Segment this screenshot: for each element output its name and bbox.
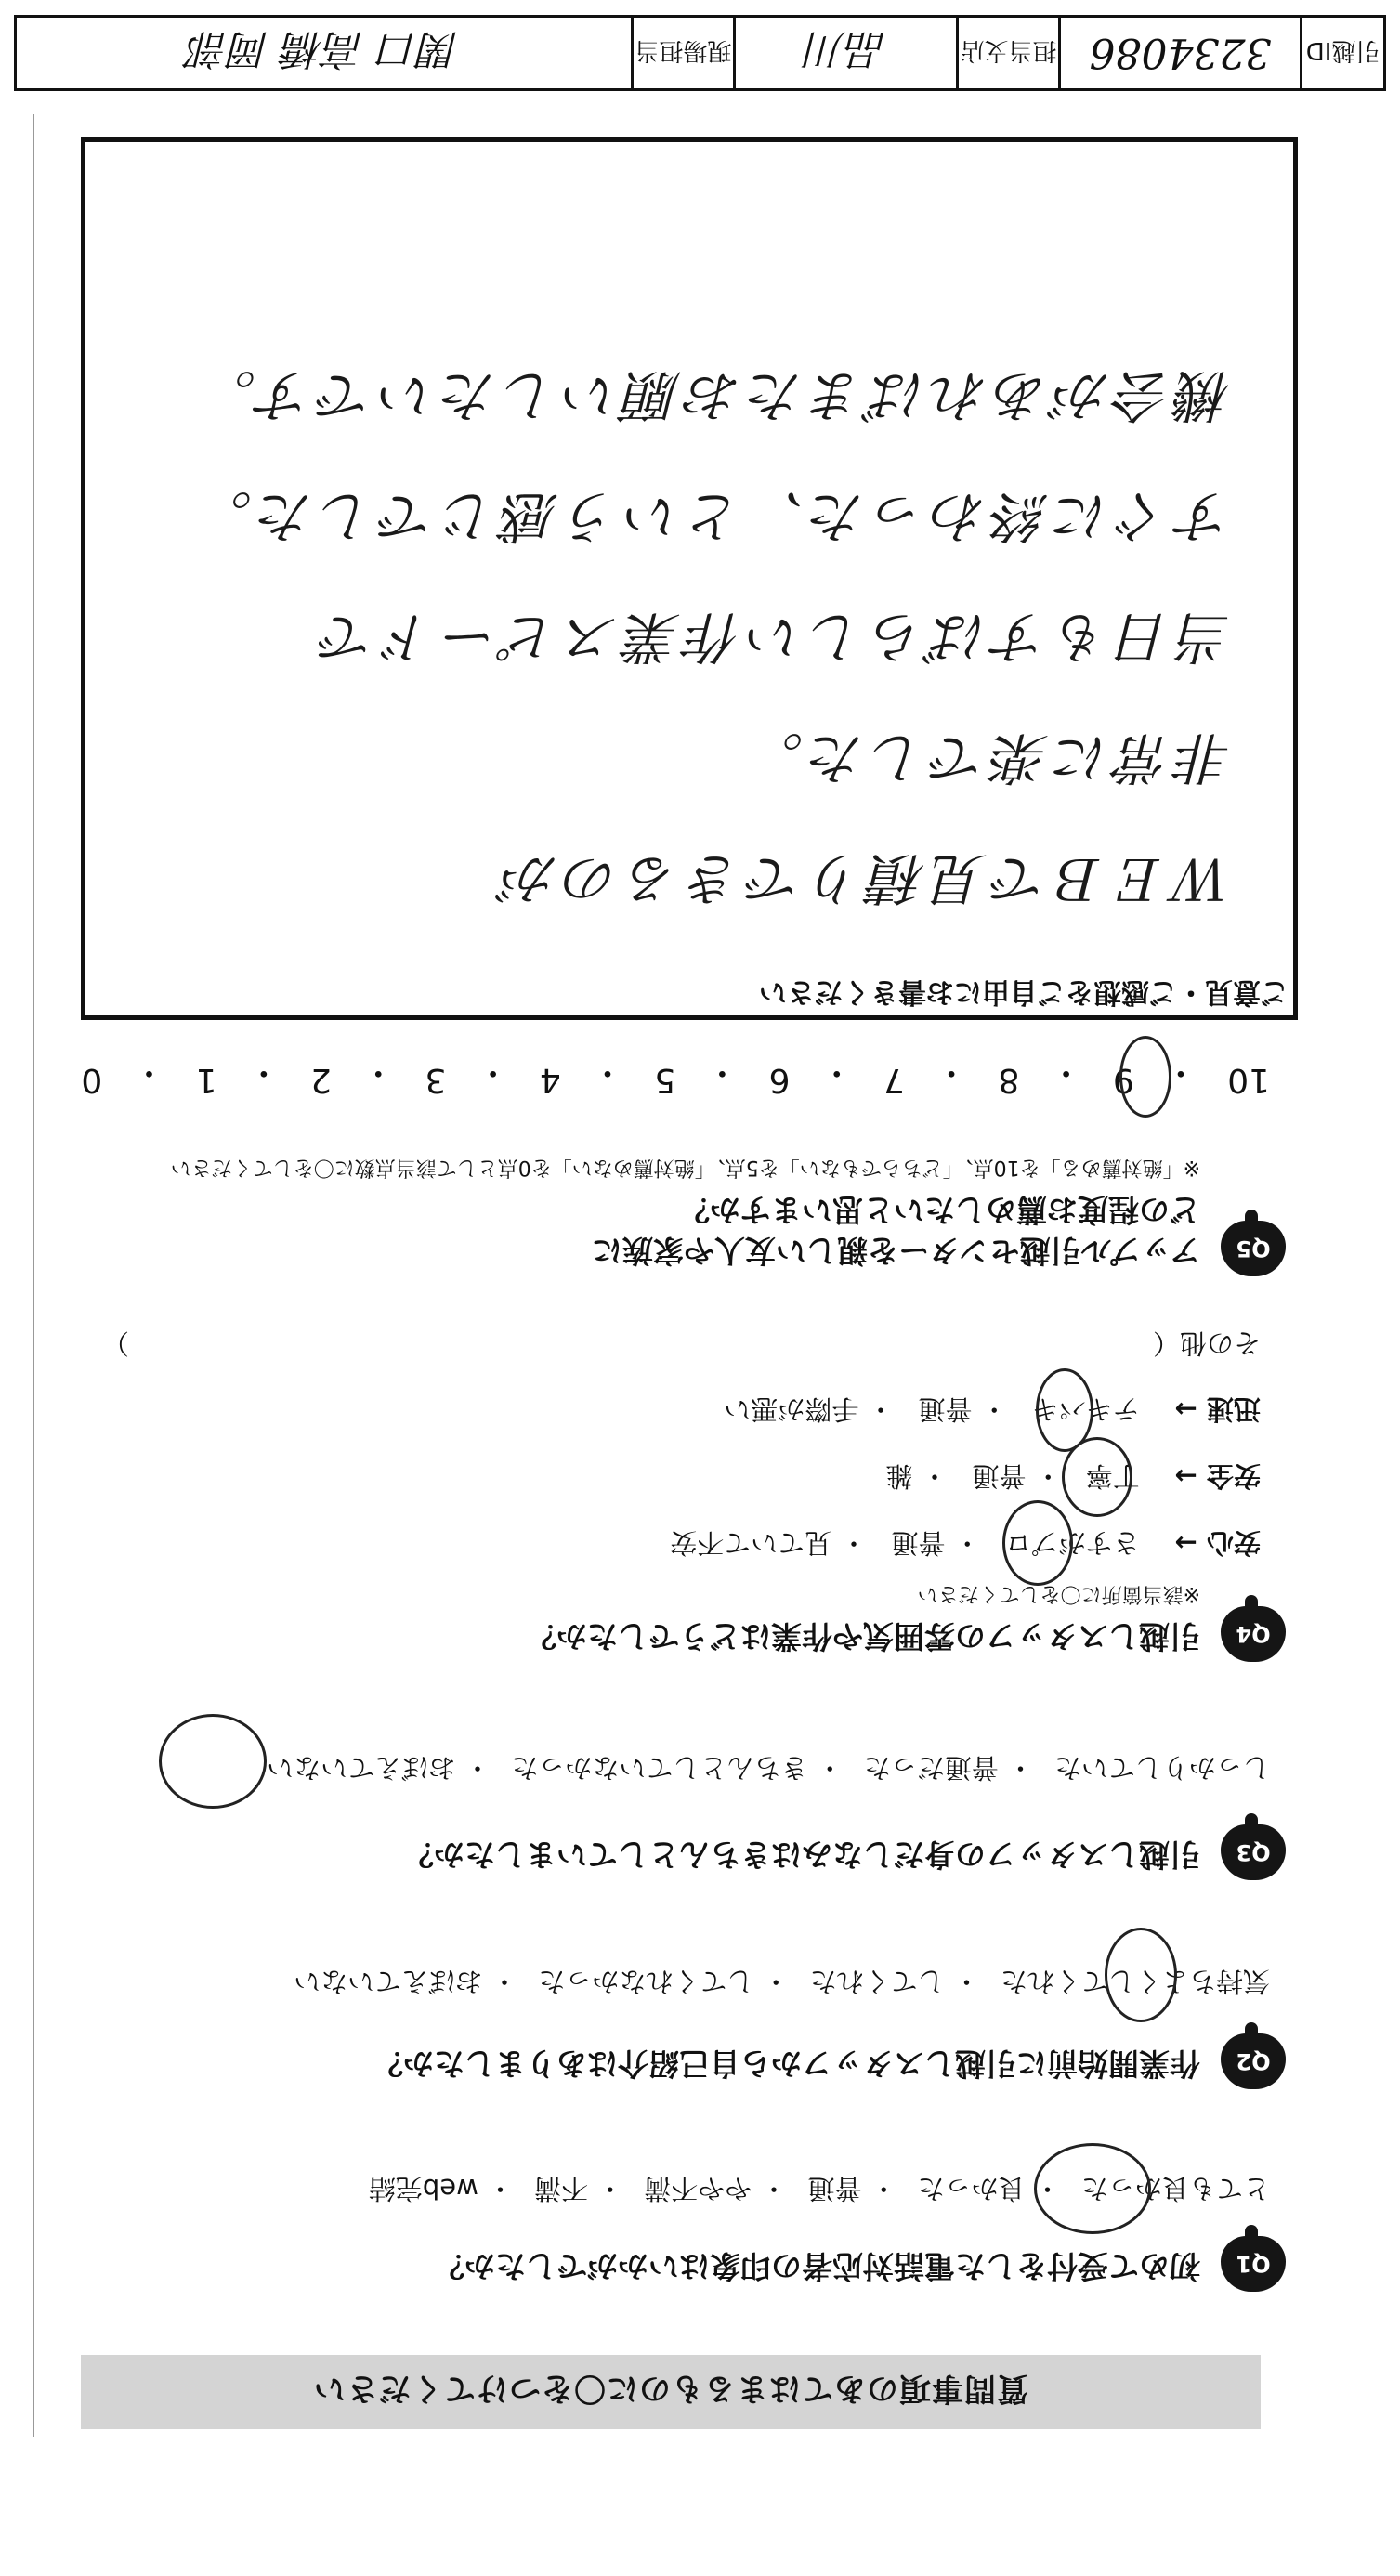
q1-option[interactable]: とても良かった (1080, 2173, 1270, 2204)
q2-badge: Q2 (1221, 2033, 1286, 2089)
q5-badge: Q5 (1221, 1221, 1286, 1276)
q4-row-label: 安全 → (1174, 1460, 1261, 1492)
q2-option[interactable]: してくれなかった (538, 1966, 754, 1997)
q1-selected-circle (1034, 2143, 1151, 2234)
q4-row-anshin: 安心 → さすがプロ・ 普通・ 見ていて不安 (646, 1525, 1261, 1563)
q1-option[interactable]: 普通 (807, 2173, 862, 2204)
q3-option[interactable]: 普通だった (863, 1752, 999, 1784)
comment-line: 当日もすばらしい作業スピードで (315, 604, 1233, 669)
q1-text: 初めて受付をした電話対応者の印象はいかがでしたか？ (434, 2248, 1200, 2284)
q4-row-label: 安心 → (1174, 1527, 1261, 1559)
q1-option[interactable]: やや不満 (644, 2173, 752, 2204)
q5-scale-option[interactable]: 3 (425, 1061, 447, 1099)
q4-option[interactable]: さすがプロ (1004, 1527, 1140, 1559)
q4-note: ※該当箇所に〇をしてください (917, 1582, 1200, 1605)
q5-scale: 10 ・ 9 ・ 8 ・ 7 ・ 6 ・ 5 ・ 4 ・ 3 ・ 2 ・ 1 ・ 0 (81, 1053, 1270, 1099)
q1-option[interactable]: 良かった (917, 2173, 1026, 2204)
header-banner: 質問事項のあてはまるものに〇をつけてください (81, 2355, 1261, 2429)
question-4 (58, 1581, 1271, 1656)
comment-line: 機会があればまたお願いしたいです。 (194, 362, 1233, 427)
q5-scale-option[interactable]: 6 (768, 1061, 791, 1099)
q3-badge: Q3 (1221, 1824, 1286, 1880)
q5-scale-option[interactable]: 5 (654, 1061, 676, 1099)
q2-option[interactable]: おぼえていない (294, 1966, 483, 1997)
q2-option[interactable]: 気持ちよくしてくれた (1000, 1966, 1270, 1997)
q2-option[interactable]: してくれた (809, 1966, 945, 1997)
q3-selected-circle (159, 1714, 267, 1809)
q5-text: アップル引越センターを親しい友人や家族に どの程度お薦めしたいと思いますか？ (591, 1192, 1200, 1269)
q4-row-anzen: 安全 → 丁寧・ 普通・ 雑 (861, 1458, 1261, 1497)
footer-id-value: 3234086 (1058, 18, 1300, 88)
q1-option[interactable]: 不満 (534, 2173, 589, 2204)
q3-options: しっかりしていた・ 普通だった・ きちんとしていなかった・ おぼえていない (34, 1750, 1270, 1788)
question-1 (58, 2245, 1271, 2286)
comment-line: すぐに終わった、という感じでした。 (190, 483, 1233, 548)
q4-other: その他（ ） (101, 1327, 1261, 1359)
q3-option[interactable]: きちんとしていなかった (511, 1752, 808, 1784)
footer-branch-label: 担当支店 (956, 18, 1058, 88)
q5-scale-option[interactable]: 9 (1112, 1061, 1134, 1099)
footer-info-table (14, 15, 1386, 91)
comment-line: 非常に楽でした。 (742, 725, 1233, 790)
q5-selected-circle (1119, 1036, 1171, 1118)
q4-anshin-circle (1002, 1500, 1073, 1586)
q2-options: 気持ちよくしてくれた・ してくれた・ してくれなかった・ おぼえていない (34, 1964, 1270, 2002)
q4-option[interactable]: 普通 (918, 1393, 973, 1425)
q1-option[interactable]: web完結 (368, 2173, 478, 2204)
question-3 (58, 1834, 1271, 1875)
page-edge-line (33, 114, 34, 2437)
q5-scale-option[interactable]: 4 (539, 1061, 561, 1099)
q4-option[interactable]: テキパキ (1031, 1393, 1140, 1425)
footer-branch-value: 品川 (733, 18, 956, 88)
q4-option[interactable]: 手際が悪い (724, 1393, 859, 1425)
q4-option[interactable]: 雑 (885, 1460, 913, 1492)
footer-staff-value: 関口 高橋 岡部 (188, 25, 460, 72)
q5-scale-option[interactable]: 8 (998, 1061, 1020, 1099)
comment-line: ＷＥＢで見積りできるのが (497, 845, 1233, 910)
q4-row-jinsoku: 迅速 → テキパキ・ 普通・ 手際が悪い (700, 1392, 1261, 1430)
q4-text: 引越しスタッフの雰囲気や作業はどうでしたか？ (526, 1618, 1200, 1654)
q5-scale-option[interactable]: 1 (195, 1061, 217, 1099)
q5-scale-option[interactable]: 2 (310, 1061, 332, 1099)
q3-option[interactable]: おぼえていない (267, 1752, 456, 1784)
q2-text: 作業開始前に引越しスタッフから自己紹介はありましたか？ (373, 2046, 1200, 2082)
q4-option[interactable]: 普通 (891, 1527, 946, 1559)
q3-option[interactable]: しっかりしていた (1053, 1752, 1270, 1784)
q1-options: とても良かった・ 良かった・ 普通・ やや不満・ 不満・ web完結 (34, 2171, 1270, 2209)
q4-badge: Q4 (1221, 1606, 1286, 1662)
comment-box-title: ご意見・ご感想をご自由にお書きください (759, 975, 1289, 1008)
q4-option[interactable]: 普通 (972, 1460, 1027, 1492)
q2-selected-circle (1105, 1928, 1177, 2022)
question-2 (58, 2043, 1271, 2084)
footer-staff-label: 現場担当 (631, 18, 733, 88)
q4-option[interactable]: 見ていて不安 (670, 1527, 832, 1559)
q5-scale-option[interactable]: 7 (883, 1061, 905, 1099)
q4-option[interactable]: 丁寧 (1085, 1460, 1140, 1492)
question-5 (58, 1155, 1271, 1271)
q5-scale-option[interactable]: 0 (81, 1061, 103, 1099)
q1-badge: Q1 (1221, 2236, 1286, 2292)
q5-note: ※「絶対薦める」を10点、「どちらでもない」を5点、「絶対薦めない」を0点として該当点数に〇をしてください (170, 1156, 1200, 1179)
q3-text: 引越しスタッフの身だしなみはきちんとしていましたか？ (403, 1837, 1200, 1873)
q4-row-label: 迅速 → (1174, 1393, 1261, 1425)
q5-scale-option[interactable]: 10 (1227, 1061, 1270, 1099)
footer-id-label: 引越ID (1300, 18, 1383, 88)
q4-jinsoku-circle (1036, 1368, 1093, 1452)
